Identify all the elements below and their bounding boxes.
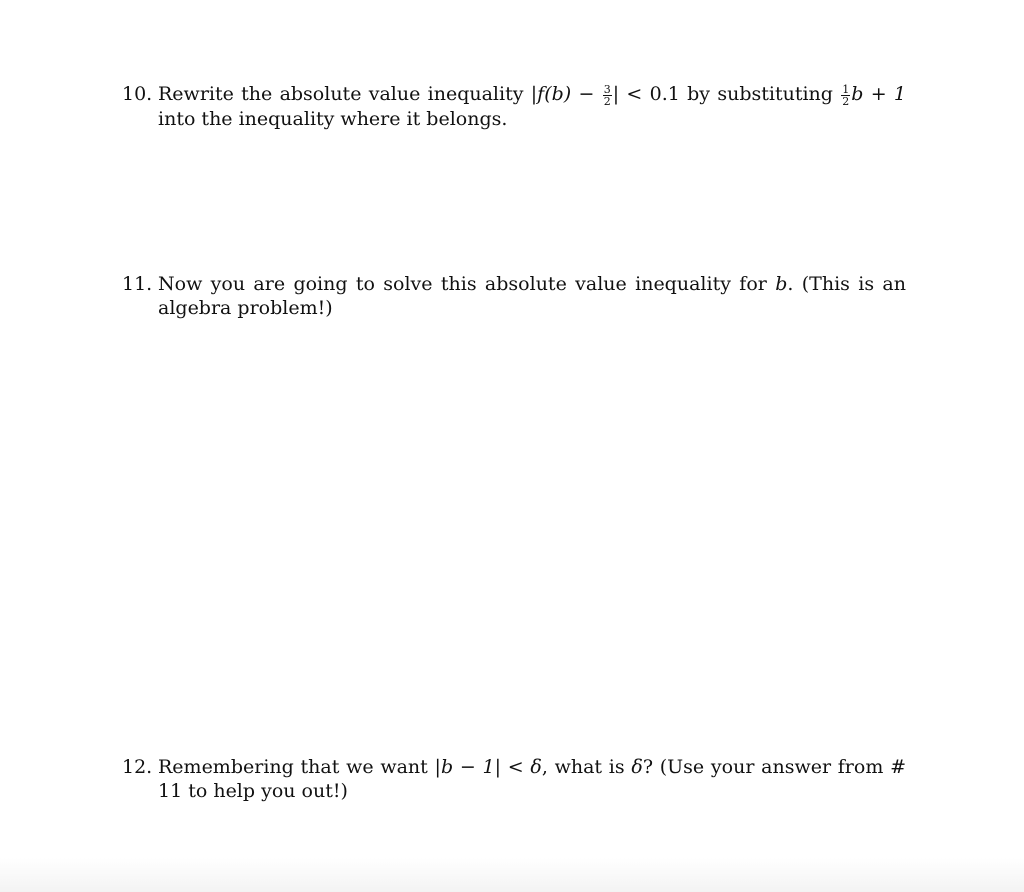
problem-text: Now you are going to solve this absolute value inequality for b. (This is an algebra problem!): [158, 273, 906, 319]
math-expression: |b − 1| < δ: [434, 756, 542, 778]
math-variable: b: [775, 273, 788, 295]
math-variable: δ: [631, 756, 643, 778]
math-expression: |f(b) − $\frac{3}{2}$ | < 0.1: [530, 82, 680, 108]
fraction: $\frac{1}{2}$: [842, 82, 850, 108]
page-bottom-edge: [0, 858, 1024, 892]
problem-10: [122, 82, 906, 131]
math-expression: b + 1: [851, 83, 906, 105]
problem-11: [122, 272, 906, 320]
problem-text: Rewrite the absolute value inequality |f(b) − $\frac{3}{2}$ | < 0.1 by substituting $\frac{1}{2}$ b + 1 into the inequality where it belongs.: [158, 82, 906, 130]
problem-number: 11.: [122, 273, 153, 295]
problem-number: 10.: [122, 83, 153, 105]
problem-12: [122, 755, 906, 803]
problem-text: Remembering that we want |b − 1| < δ, what is δ? (Use your answer from # 11 to help you out!): [158, 756, 906, 802]
fraction: $\frac{3}{2}$: [603, 82, 611, 108]
problem-number: 12.: [122, 756, 153, 778]
